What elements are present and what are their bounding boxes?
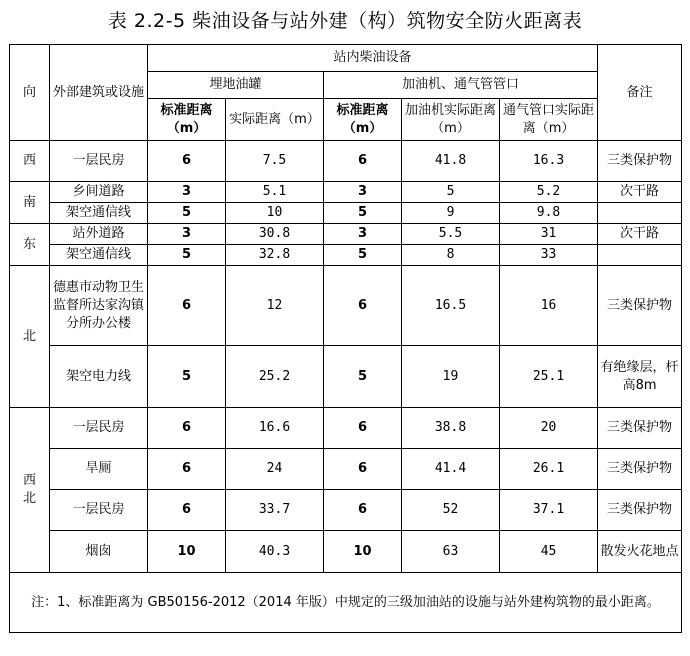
header-dispenser-actual-distance: 加油机实际距离（m） — [402, 99, 500, 141]
vent-actual-distance: 45 — [500, 531, 598, 573]
dispenser-standard-distance: 3 — [324, 224, 402, 245]
header-remark: 备注 — [598, 45, 682, 141]
header-outside-facility: 外部建筑或设施 — [50, 45, 148, 141]
remark-cell: 次干路 — [598, 182, 682, 203]
remark-cell: 三类保护物 — [598, 449, 682, 490]
facility-name: 一层民房 — [50, 141, 148, 182]
dispenser-actual-distance: 5.5 — [402, 224, 500, 245]
tank-actual-distance: 10 — [226, 203, 324, 224]
header-station-diesel-equipment: 站内柴油设备 — [148, 45, 598, 72]
dispenser-standard-distance: 3 — [324, 182, 402, 203]
header-underground-tank: 埋地油罐 — [148, 72, 324, 99]
tank-standard-distance: 3 — [148, 182, 226, 203]
facility-name: 架空通信线 — [50, 203, 148, 224]
direction-cell: 北 — [10, 266, 50, 408]
direction-cell: 西北 — [10, 408, 50, 573]
dispenser-standard-distance: 5 — [324, 203, 402, 224]
vent-actual-distance: 16 — [500, 266, 598, 346]
header-dispenser-vent: 加油机、通气管管口 — [324, 72, 598, 99]
facility-name: 站外道路 — [50, 224, 148, 245]
facility-name: 架空电力线 — [50, 346, 148, 408]
tank-actual-distance: 32.8 — [226, 245, 324, 266]
facility-name: 旱厕 — [50, 449, 148, 490]
safety-distance-table — [9, 44, 682, 633]
tank-actual-distance: 40.3 — [226, 531, 324, 573]
facility-name: 一层民房 — [50, 408, 148, 449]
dispenser-standard-distance: 6 — [324, 408, 402, 449]
tank-actual-distance: 16.6 — [226, 408, 324, 449]
vent-actual-distance: 33 — [500, 245, 598, 266]
tank-actual-distance: 24 — [226, 449, 324, 490]
tank-actual-distance: 30.8 — [226, 224, 324, 245]
vent-actual-distance: 20 — [500, 408, 598, 449]
table-title: 表 2.2-5 柴油设备与站外建（构）筑物安全防火距离表 — [107, 10, 583, 32]
facility-name: 乡间道路 — [50, 182, 148, 203]
vent-actual-distance: 9.8 — [500, 203, 598, 224]
tank-standard-distance: 6 — [148, 266, 226, 346]
dispenser-standard-distance: 10 — [324, 531, 402, 573]
vent-actual-distance: 26.1 — [500, 449, 598, 490]
tank-actual-distance: 33.7 — [226, 490, 324, 531]
remark-cell — [598, 245, 682, 266]
vent-actual-distance: 5.2 — [500, 182, 598, 203]
remark-cell: 三类保护物 — [598, 141, 682, 182]
direction-cell: 南 — [10, 182, 50, 224]
tank-actual-distance: 7.5 — [226, 141, 324, 182]
tank-actual-distance: 12 — [226, 266, 324, 346]
dispenser-actual-distance: 8 — [402, 245, 500, 266]
remark-cell: 三类保护物 — [598, 490, 682, 531]
table-footnote: 注：1、标准距离为 GB50156-2012（2014 年版）中规定的三级加油站的设施与站外建构筑物的最小距离。 — [10, 573, 682, 633]
header-dispenser-standard-distance: 标准距离（m） — [324, 99, 402, 141]
dispenser-actual-distance: 9 — [402, 203, 500, 224]
direction-cell: 东 — [10, 224, 50, 266]
tank-standard-distance: 5 — [148, 346, 226, 408]
dispenser-standard-distance: 6 — [324, 266, 402, 346]
vent-actual-distance: 31 — [500, 224, 598, 245]
tank-actual-distance: 5.1 — [226, 182, 324, 203]
dispenser-standard-distance: 5 — [324, 245, 402, 266]
facility-name: 烟囱 — [50, 531, 148, 573]
remark-cell: 三类保护物 — [598, 408, 682, 449]
tank-standard-distance: 5 — [148, 245, 226, 266]
header-tank-actual-distance: 实际距离（m） — [226, 99, 324, 141]
dispenser-actual-distance: 19 — [402, 346, 500, 408]
tank-actual-distance: 25.2 — [226, 346, 324, 408]
dispenser-actual-distance: 5 — [402, 182, 500, 203]
direction-cell: 西 — [10, 141, 50, 182]
dispenser-actual-distance: 63 — [402, 531, 500, 573]
tank-standard-distance: 3 — [148, 224, 226, 245]
dispenser-standard-distance: 6 — [324, 490, 402, 531]
tank-standard-distance: 6 — [148, 449, 226, 490]
tank-standard-distance: 10 — [148, 531, 226, 573]
facility-name: 德惠市动物卫生监督所达家沟镇分所办公楼 — [50, 266, 148, 346]
facility-name: 架空通信线 — [50, 245, 148, 266]
header-vent-actual-distance: 通气管口实际距离（m） — [500, 99, 598, 141]
remark-cell: 有绝缘层，杆高8m — [598, 346, 682, 408]
vent-actual-distance: 37.1 — [500, 490, 598, 531]
remark-cell — [598, 203, 682, 224]
tank-standard-distance: 6 — [148, 490, 226, 531]
header-tank-standard-distance: 标准距离（m） — [148, 99, 226, 141]
vent-actual-distance: 25.1 — [500, 346, 598, 408]
dispenser-standard-distance: 5 — [324, 346, 402, 408]
dispenser-actual-distance: 41.8 — [402, 141, 500, 182]
dispenser-actual-distance: 41.4 — [402, 449, 500, 490]
vent-actual-distance: 16.3 — [500, 141, 598, 182]
tank-standard-distance: 5 — [148, 203, 226, 224]
remark-cell: 散发火花地点 — [598, 531, 682, 573]
tank-standard-distance: 6 — [148, 408, 226, 449]
facility-name: 一层民房 — [50, 490, 148, 531]
remark-cell: 次干路 — [598, 224, 682, 245]
remark-cell: 三类保护物 — [598, 266, 682, 346]
tank-standard-distance: 6 — [148, 141, 226, 182]
dispenser-standard-distance: 6 — [324, 141, 402, 182]
dispenser-standard-distance: 6 — [324, 449, 402, 490]
dispenser-actual-distance: 16.5 — [402, 266, 500, 346]
dispenser-actual-distance: 52 — [402, 490, 500, 531]
dispenser-actual-distance: 38.8 — [402, 408, 500, 449]
header-direction: 向 — [10, 45, 50, 141]
